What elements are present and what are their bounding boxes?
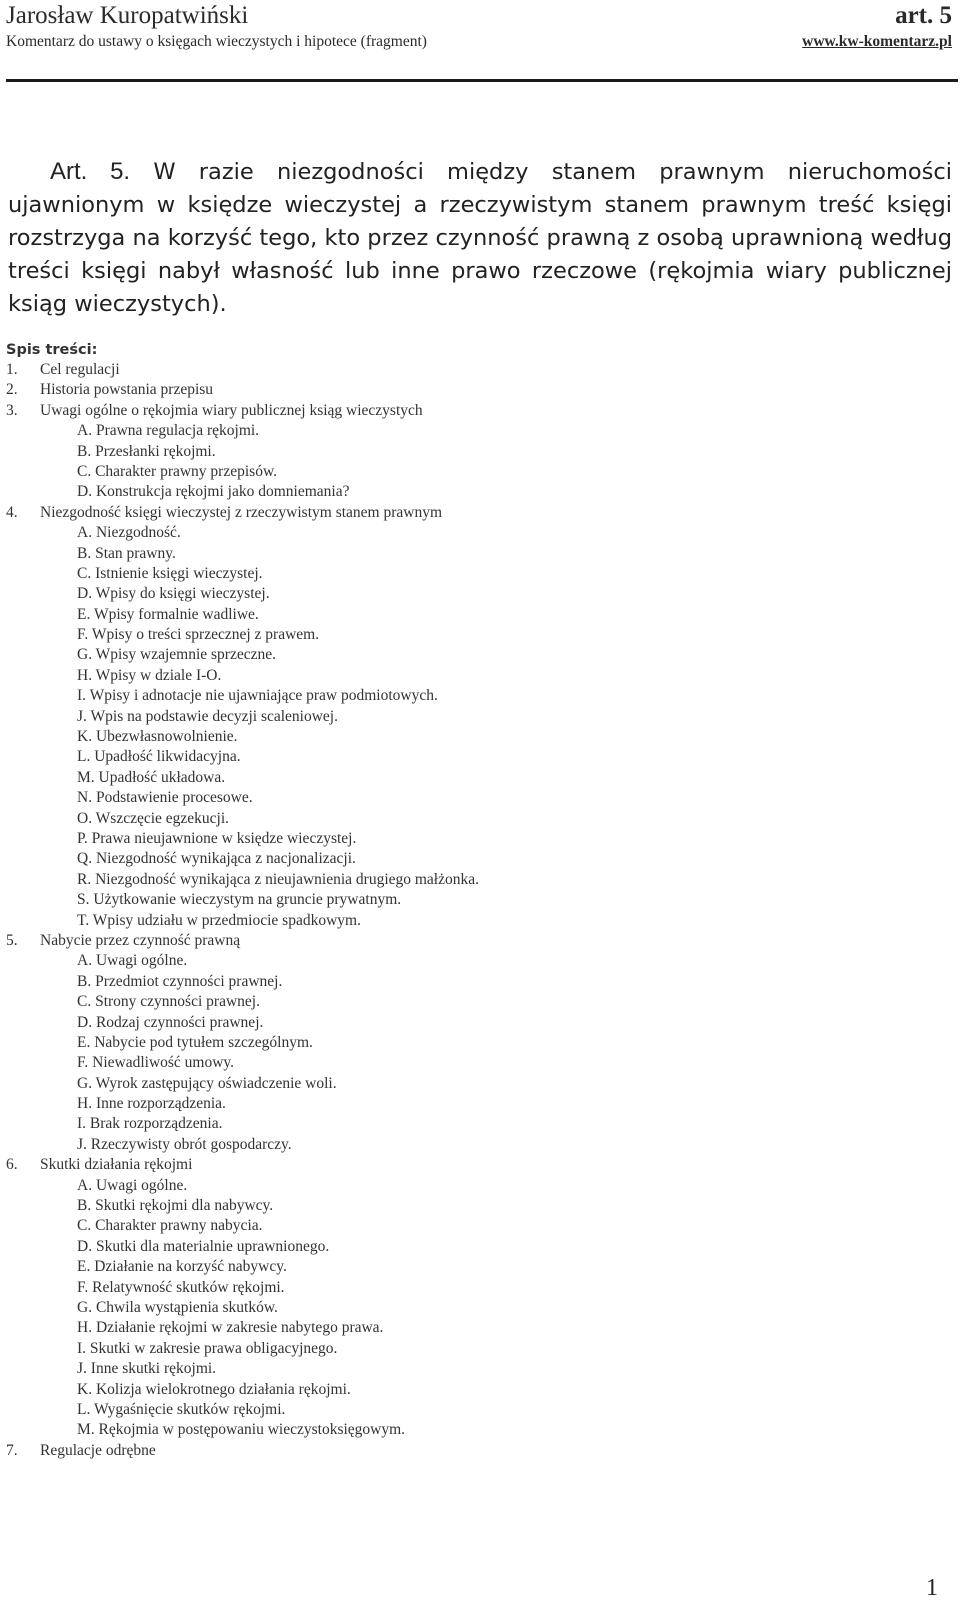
toc-subsection[interactable]: T. Wpisy udziału w przedmiocie spadkowym.: [77, 911, 361, 929]
toc-section[interactable]: [6, 503, 906, 523]
toc-subsection[interactable]: M. Upadłość układowa.: [77, 768, 226, 786]
toc-subsection[interactable]: B. Przesłanki rękojmi.: [77, 442, 216, 460]
toc-subsection[interactable]: H. Działanie rękojmi w zakresie nabytego prawa.: [77, 1319, 384, 1337]
article-body: W razie niezgodności między stanem prawnym nieruchomości ujawnionym w księdze wieczystej a rzeczywistym stanem prawnym treść księgi rozstrzyga na korzyść tego, kto przez czynność prawną z osobą uprawnioną według treści księgi nabył własność lub inne prawo rzeczowe (rękojmia wiary publicznej ksiąg wieczystych).: [8, 159, 952, 317]
toc-subsection[interactable]: S. Użytkowanie wieczystym na gruncie prywatnym.: [77, 891, 402, 909]
toc-section[interactable]: [6, 1441, 906, 1461]
toc-section-title: Regulacje odrębne: [40, 1441, 156, 1459]
document-subtitle: Komentarz do ustawy o księgach wieczystych i hipotece (fragment): [6, 33, 427, 50]
toc-subsection[interactable]: J. Inne skutki rękojmi.: [77, 1360, 217, 1378]
toc-subsection[interactable]: G. Chwila wystąpienia skutków.: [77, 1298, 278, 1316]
toc-subsection[interactable]: A. Niezgodność.: [77, 524, 181, 542]
toc-section-title: Historia powstania przepisu: [40, 381, 214, 399]
toc-section-number: 3.: [6, 401, 18, 419]
page-header: [6, 0, 958, 82]
toc-subsection[interactable]: L. Upadłość likwidacyjna.: [77, 748, 241, 766]
toc-subsection[interactable]: A. Uwagi ogólne.: [77, 1176, 188, 1194]
toc-section[interactable]: [6, 1155, 906, 1175]
toc-section-number: 5.: [6, 931, 18, 949]
author-name: Jarosław Kuropatwiński: [6, 2, 249, 29]
toc-heading: Spis treści:: [6, 342, 98, 358]
toc-section-title: Niezgodność księgi wieczystej z rzeczywistym stanem prawnym: [40, 503, 443, 521]
article-label: art. 5: [895, 2, 952, 29]
toc-subsection[interactable]: E. Działanie na korzyść nabywcy.: [77, 1258, 287, 1276]
toc-section[interactable]: [6, 360, 906, 380]
toc-section-number: 1.: [6, 361, 18, 378]
toc-subsection[interactable]: I. Wpisy i adnotacje nie ujawniające praw podmiotowych.: [77, 687, 438, 705]
toc-subsection[interactable]: C. Istnienie księgi wieczystej.: [77, 564, 263, 582]
toc-section-number: 6.: [6, 1156, 18, 1174]
toc-subsection[interactable]: E. Wpisy formalnie wadliwe.: [77, 605, 259, 623]
toc-subsection[interactable]: R. Niezgodność wynikająca z nieujawnienia drugiego małżonka.: [77, 870, 480, 888]
toc-subsection[interactable]: K. Kolizja wielokrotnego działania rękojmi.: [77, 1380, 351, 1398]
toc-subsection[interactable]: J. Rzeczywisty obrót gospodarczy.: [77, 1135, 292, 1153]
toc-subsection[interactable]: D. Wpisy do księgi wieczystej.: [77, 585, 270, 603]
toc-section-title: Skutki działania rękojmi: [40, 1156, 193, 1174]
toc-subsection[interactable]: H. Inne rozporządzenia.: [77, 1095, 226, 1113]
header-divider: [6, 79, 958, 82]
toc-subsection[interactable]: B. Skutki rękojmi dla nabywcy.: [77, 1197, 274, 1215]
toc-subsection[interactable]: F. Niewadliwość umowy.: [77, 1054, 235, 1072]
toc-subsection[interactable]: G. Wyrok zastępujący oświadczenie woli.: [77, 1074, 337, 1092]
toc-subsection[interactable]: P. Prawa nieujawnione w księdze wieczystej.: [77, 829, 357, 847]
table-of-contents: [6, 340, 906, 1461]
toc-subsection[interactable]: I. Skutki w zakresie prawa obligacyjnego.: [77, 1339, 338, 1357]
toc-section-title: Uwagi ogólne o rękojmia wiary publicznej ksiąg wieczystych: [40, 401, 423, 419]
toc-subsection[interactable]: C. Charakter prawny nabycia.: [77, 1217, 263, 1235]
toc-subsection[interactable]: H. Wpisy w dziale I-O.: [77, 666, 222, 684]
article-number: Art. 5.: [50, 158, 131, 185]
toc-section[interactable]: [6, 931, 906, 951]
toc-subsection[interactable]: C. Charakter prawny przepisów.: [77, 462, 278, 480]
toc-subsection[interactable]: G. Wpisy wzajemnie sprzeczne.: [77, 646, 276, 664]
article-text-block: [8, 155, 952, 321]
toc-subsection[interactable]: C. Strony czynności prawnej.: [77, 993, 260, 1011]
toc-section-title: Nabycie przez czynność prawną: [40, 931, 241, 949]
toc-subsection[interactable]: F. Wpisy o treści sprzecznej z prawem.: [77, 626, 320, 644]
toc-section-title: Cel regulacji: [40, 361, 120, 378]
toc-subsection[interactable]: D. Rodzaj czynności prawnej.: [77, 1013, 264, 1031]
toc-subsection[interactable]: Q. Niezgodność wynikająca z nacjonalizacji.: [77, 850, 356, 868]
toc-subsection[interactable]: B. Przedmiot czynności prawnej.: [77, 972, 283, 990]
toc-section-number: 2.: [6, 381, 18, 399]
toc-subsection[interactable]: A. Uwagi ogólne.: [77, 952, 188, 970]
toc-subsection[interactable]: I. Brak rozporządzenia.: [77, 1115, 223, 1133]
toc-subsection[interactable]: D. Konstrukcja rękojmi jako domniemania?: [77, 483, 350, 501]
toc-subsection[interactable]: K. Ubezwłasnowolnienie.: [77, 728, 238, 746]
toc-subsection[interactable]: J. Wpis na podstawie decyzji scaleniowej.: [77, 707, 338, 725]
toc-section[interactable]: [6, 401, 906, 421]
toc-subsection[interactable]: N. Podstawienie procesowe.: [77, 789, 253, 807]
toc-subsection[interactable]: D. Skutki dla materialnie uprawnionego.: [77, 1237, 330, 1255]
toc-section[interactable]: [6, 380, 906, 400]
toc-subsection[interactable]: F. Relatywność skutków rękojmi.: [77, 1278, 285, 1296]
toc-subsection[interactable]: E. Nabycie pod tytułem szczególnym.: [77, 1033, 313, 1051]
website-link[interactable]: www.kw-komentarz.pl: [802, 33, 952, 50]
toc-subsection[interactable]: O. Wszczęcie egzekucji.: [77, 809, 230, 827]
toc-subsection[interactable]: B. Stan prawny.: [77, 544, 176, 562]
toc-section-number: 7.: [6, 1441, 18, 1459]
toc-subsection[interactable]: M. Rękojmia w postępowaniu wieczystoksięgowym.: [77, 1421, 406, 1439]
toc-section-number: 4.: [6, 503, 18, 521]
toc-subsection[interactable]: A. Prawna regulacja rękojmi.: [77, 422, 260, 440]
toc-subsection[interactable]: L. Wygaśnięcie skutków rękojmi.: [77, 1400, 286, 1418]
page-number: 1: [926, 1575, 938, 1601]
